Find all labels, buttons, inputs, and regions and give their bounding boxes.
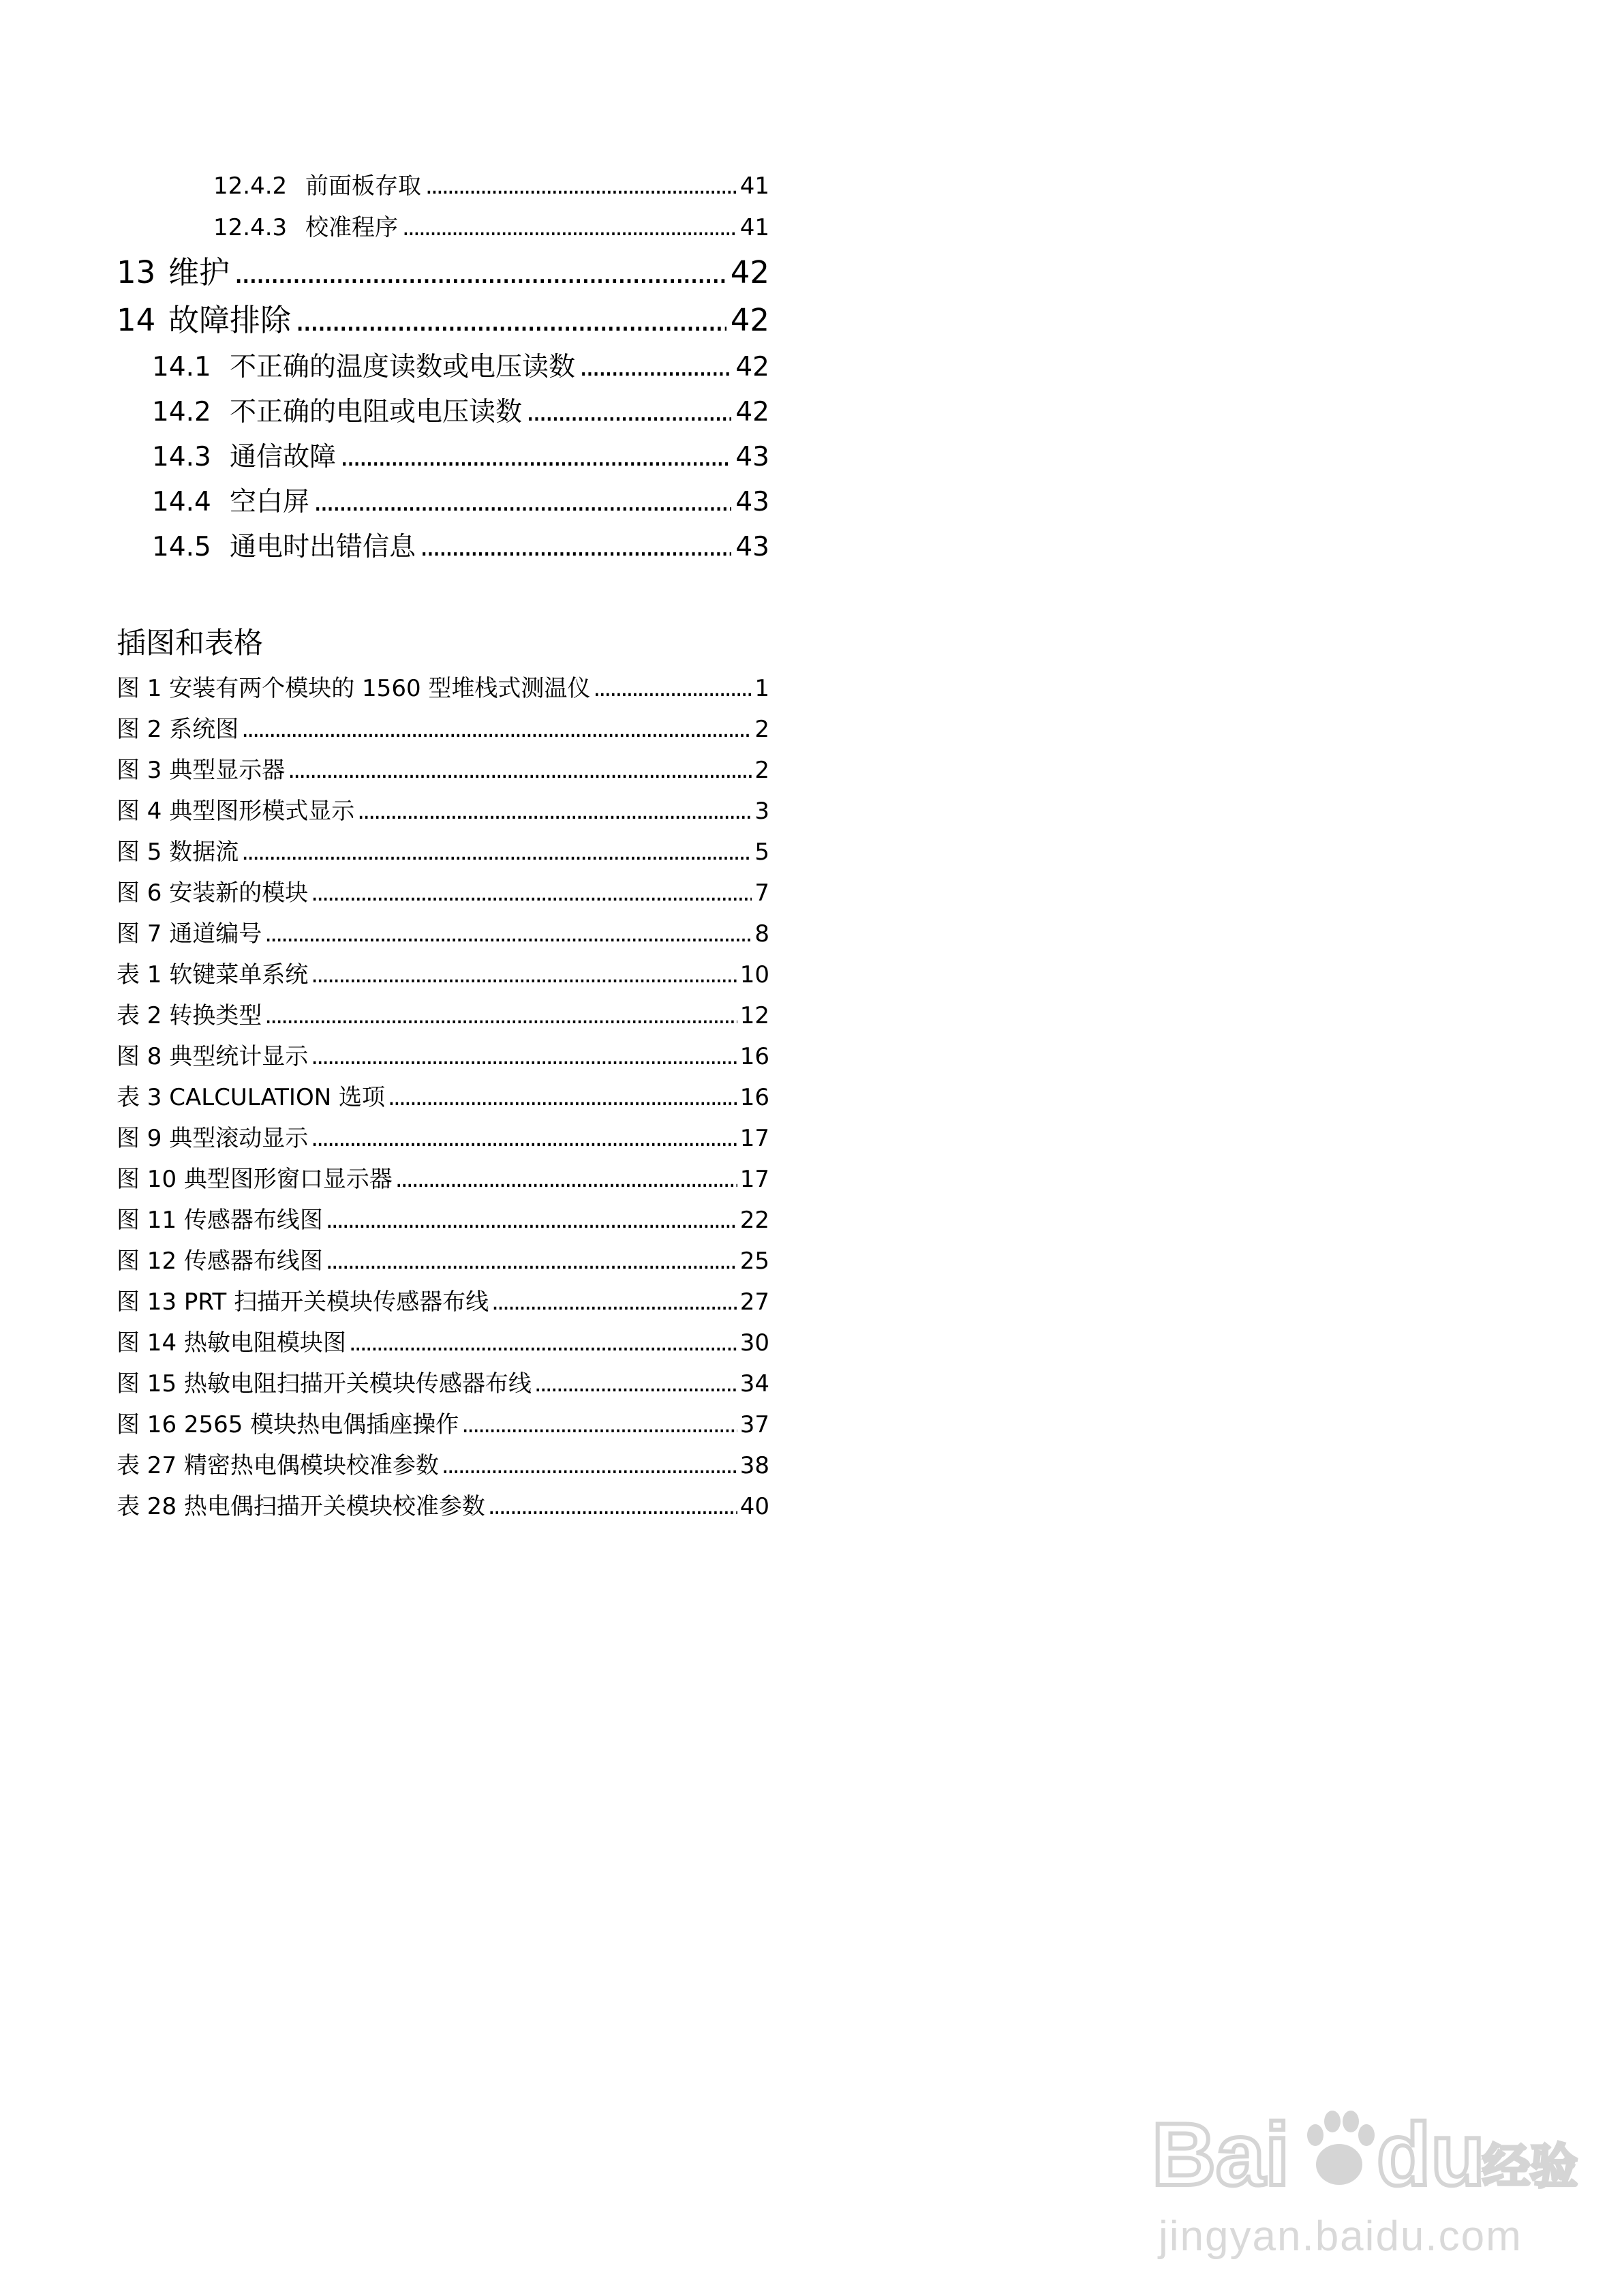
figure-entry[interactable] bbox=[117, 1119, 769, 1153]
toc-title: 空白屏 bbox=[230, 487, 310, 517]
figure-leader-dots bbox=[241, 839, 752, 866]
figure-title: 图 14 热敏电阻模块图 bbox=[117, 1329, 346, 1357]
figure-page-number: 5 bbox=[754, 839, 769, 866]
figure-leader-dots bbox=[311, 1125, 737, 1152]
toc-leader-dots bbox=[402, 214, 736, 241]
toc-number: 12.4.2 bbox=[213, 172, 288, 200]
figure-entry[interactable] bbox=[117, 1160, 769, 1194]
figure-title: 图 3 典型显示器 bbox=[117, 757, 286, 784]
toc-page-number: 43 bbox=[735, 442, 769, 472]
figure-title: 图 12 传感器布线图 bbox=[117, 1248, 323, 1275]
figure-page-number: 2 bbox=[754, 716, 769, 743]
figure-leader-dots bbox=[264, 1002, 737, 1029]
toc-title: 不正确的电阻或电压读数 bbox=[230, 397, 523, 427]
toc-number: 14.1 bbox=[152, 352, 211, 382]
figure-page-number: 40 bbox=[739, 1493, 769, 1520]
toc-title: 通信故障 bbox=[230, 442, 337, 472]
figure-page-number: 17 bbox=[739, 1166, 769, 1193]
toc-number: 14.4 bbox=[152, 487, 211, 517]
toc-leader-dots bbox=[579, 352, 731, 382]
figure-entry[interactable] bbox=[117, 1283, 769, 1316]
figure-entry[interactable] bbox=[117, 792, 769, 826]
figure-leader-dots bbox=[241, 716, 752, 743]
toc-leader-dots bbox=[340, 442, 731, 472]
figure-page-number: 38 bbox=[739, 1452, 769, 1479]
toc-entry-14-4[interactable] bbox=[152, 481, 769, 519]
figure-entry[interactable] bbox=[117, 751, 769, 785]
figure-leader-dots bbox=[311, 961, 737, 988]
toc-title: 前面板存取 bbox=[305, 172, 421, 200]
toc-number: 14.3 bbox=[152, 442, 211, 472]
toc-page-number: 43 bbox=[735, 487, 769, 517]
figure-entry[interactable] bbox=[117, 1365, 769, 1398]
toc-title: 故障排除 bbox=[168, 302, 292, 338]
svg-text:Bai: Bai bbox=[1152, 2104, 1290, 2202]
figure-title: 图 4 典型图形模式显示 bbox=[117, 798, 355, 825]
toc-entry-14-2[interactable] bbox=[152, 391, 769, 429]
toc-entry-14-3[interactable] bbox=[152, 436, 769, 474]
toc-number: 12.4.3 bbox=[213, 214, 288, 241]
toc-leader-dots bbox=[234, 254, 726, 290]
figure-page-number: 10 bbox=[739, 961, 769, 988]
figure-page-number: 16 bbox=[739, 1084, 769, 1111]
figure-title: 表 1 软键菜单系统 bbox=[117, 961, 309, 988]
figure-title: 图 8 典型统计显示 bbox=[117, 1043, 309, 1070]
figure-title: 图 11 传感器布线图 bbox=[117, 1207, 323, 1234]
toc-entry-13[interactable] bbox=[117, 247, 769, 292]
table-entry[interactable] bbox=[117, 1447, 769, 1480]
figure-page-number: 16 bbox=[739, 1043, 769, 1070]
figure-page-number: 25 bbox=[739, 1248, 769, 1275]
figure-entry[interactable] bbox=[117, 1324, 769, 1357]
toc-page-number: 43 bbox=[735, 532, 769, 562]
figure-title: 图 2 系统图 bbox=[117, 716, 239, 743]
figure-leader-dots bbox=[326, 1248, 737, 1275]
toc-leader-dots bbox=[526, 397, 731, 427]
figure-title: 表 27 精密热电偶模块校准参数 bbox=[117, 1452, 439, 1479]
figure-leader-dots bbox=[442, 1452, 737, 1479]
figure-title: 图 13 PRT 扫描开关模块传感器布线 bbox=[117, 1288, 489, 1316]
table-entry[interactable] bbox=[117, 1078, 769, 1112]
toc-number: 14.2 bbox=[152, 397, 211, 427]
toc-leader-dots bbox=[295, 302, 726, 338]
toc-entry-12-4-2[interactable] bbox=[213, 167, 769, 200]
toc-page-number: 42 bbox=[730, 254, 769, 290]
figure-title: 图 6 安装新的模块 bbox=[117, 879, 309, 907]
toc-number: 13 bbox=[117, 254, 156, 290]
toc-title: 维护 bbox=[168, 254, 230, 290]
toc-entry-14-5[interactable] bbox=[152, 526, 769, 564]
toc-entry-14[interactable] bbox=[117, 295, 769, 339]
figure-leader-dots bbox=[357, 798, 752, 825]
figure-page-number: 30 bbox=[739, 1329, 769, 1357]
figure-page-number: 12 bbox=[739, 1002, 769, 1029]
toc-page-number: 42 bbox=[735, 397, 769, 427]
figure-leader-dots bbox=[326, 1207, 737, 1234]
figure-entry[interactable] bbox=[117, 1038, 769, 1071]
paw-icon bbox=[1307, 2111, 1375, 2185]
figure-entry[interactable] bbox=[117, 1406, 769, 1439]
toc-entry-14-1[interactable] bbox=[152, 346, 769, 384]
figure-leader-dots bbox=[534, 1370, 737, 1398]
figure-title: 图 9 典型滚动显示 bbox=[117, 1125, 309, 1152]
figure-page-number: 2 bbox=[754, 757, 769, 784]
toc-leader-dots bbox=[425, 172, 736, 200]
figure-entry[interactable] bbox=[117, 874, 769, 907]
toc-page-number: 41 bbox=[739, 172, 769, 200]
baidu-logo bbox=[1152, 2100, 1588, 2202]
toc-page-number: 41 bbox=[739, 214, 769, 241]
figure-leader-dots bbox=[311, 879, 752, 907]
toc-leader-dots bbox=[420, 532, 731, 562]
figure-leader-dots bbox=[349, 1329, 737, 1357]
table-entry[interactable] bbox=[117, 997, 769, 1030]
figure-page-number: 37 bbox=[739, 1411, 769, 1438]
figure-page-number: 3 bbox=[754, 798, 769, 825]
figure-title: 图 10 典型图形窗口显示器 bbox=[117, 1166, 393, 1193]
figure-page-number: 1 bbox=[754, 675, 769, 702]
figure-entry[interactable] bbox=[117, 915, 769, 948]
toc-entry-12-4-3[interactable] bbox=[213, 209, 769, 242]
figure-page-number: 34 bbox=[739, 1370, 769, 1398]
toc-page-number: 42 bbox=[730, 302, 769, 338]
toc-title: 校准程序 bbox=[305, 214, 398, 241]
figure-entry[interactable] bbox=[117, 710, 769, 744]
figure-leader-dots bbox=[388, 1084, 737, 1111]
table-entry[interactable] bbox=[117, 1487, 769, 1521]
figure-leader-dots bbox=[593, 675, 752, 702]
toc-number: 14.5 bbox=[152, 532, 211, 562]
figure-title: 图 15 热敏电阻扫描开关模块传感器布线 bbox=[117, 1370, 532, 1398]
table-entry[interactable] bbox=[117, 956, 769, 989]
svg-text:经验: 经验 bbox=[1482, 2139, 1578, 2194]
figure-page-number: 17 bbox=[739, 1125, 769, 1152]
figure-leader-dots bbox=[461, 1411, 737, 1438]
figure-title: 图 16 2565 模块热电偶插座操作 bbox=[117, 1411, 459, 1438]
figure-entry[interactable] bbox=[117, 1242, 769, 1275]
figure-leader-dots bbox=[488, 1493, 737, 1520]
figure-entry[interactable] bbox=[117, 669, 769, 703]
figure-leader-dots bbox=[395, 1166, 737, 1193]
figure-title: 图 1 安装有两个模块的 1560 型堆栈式测温仪 bbox=[117, 675, 591, 702]
figure-entry[interactable] bbox=[117, 1201, 769, 1235]
toc-title: 通电时出错信息 bbox=[230, 532, 416, 562]
figure-page-number: 8 bbox=[754, 920, 769, 948]
figure-page-number: 7 bbox=[754, 879, 769, 907]
figure-leader-dots bbox=[311, 1043, 737, 1070]
toc-number: 14 bbox=[117, 302, 156, 338]
figure-entry[interactable] bbox=[117, 833, 769, 866]
figure-page-number: 27 bbox=[739, 1288, 769, 1316]
figure-title: 表 2 转换类型 bbox=[117, 1002, 262, 1029]
figure-title: 表 3 CALCULATION 选项 bbox=[117, 1084, 385, 1111]
watermark-url: jingyan.baidu.com bbox=[1159, 2213, 1522, 2260]
figure-leader-dots bbox=[264, 920, 752, 948]
toc-page-number: 42 bbox=[735, 352, 769, 382]
figure-leader-dots bbox=[288, 757, 752, 784]
figure-page-number: 22 bbox=[739, 1207, 769, 1234]
figures-heading: 插图和表格 bbox=[117, 626, 263, 661]
svg-text:du: du bbox=[1377, 2104, 1485, 2202]
baidu-jingyan-watermark bbox=[1152, 2072, 1588, 2277]
figure-title: 表 28 热电偶扫描开关模块校准参数 bbox=[117, 1493, 485, 1520]
figure-title: 图 5 数据流 bbox=[117, 839, 239, 866]
toc-leader-dots bbox=[313, 487, 731, 517]
toc-title: 不正确的温度读数或电压读数 bbox=[230, 352, 576, 382]
figure-title: 图 7 通道编号 bbox=[117, 920, 262, 948]
figure-leader-dots bbox=[491, 1288, 737, 1316]
